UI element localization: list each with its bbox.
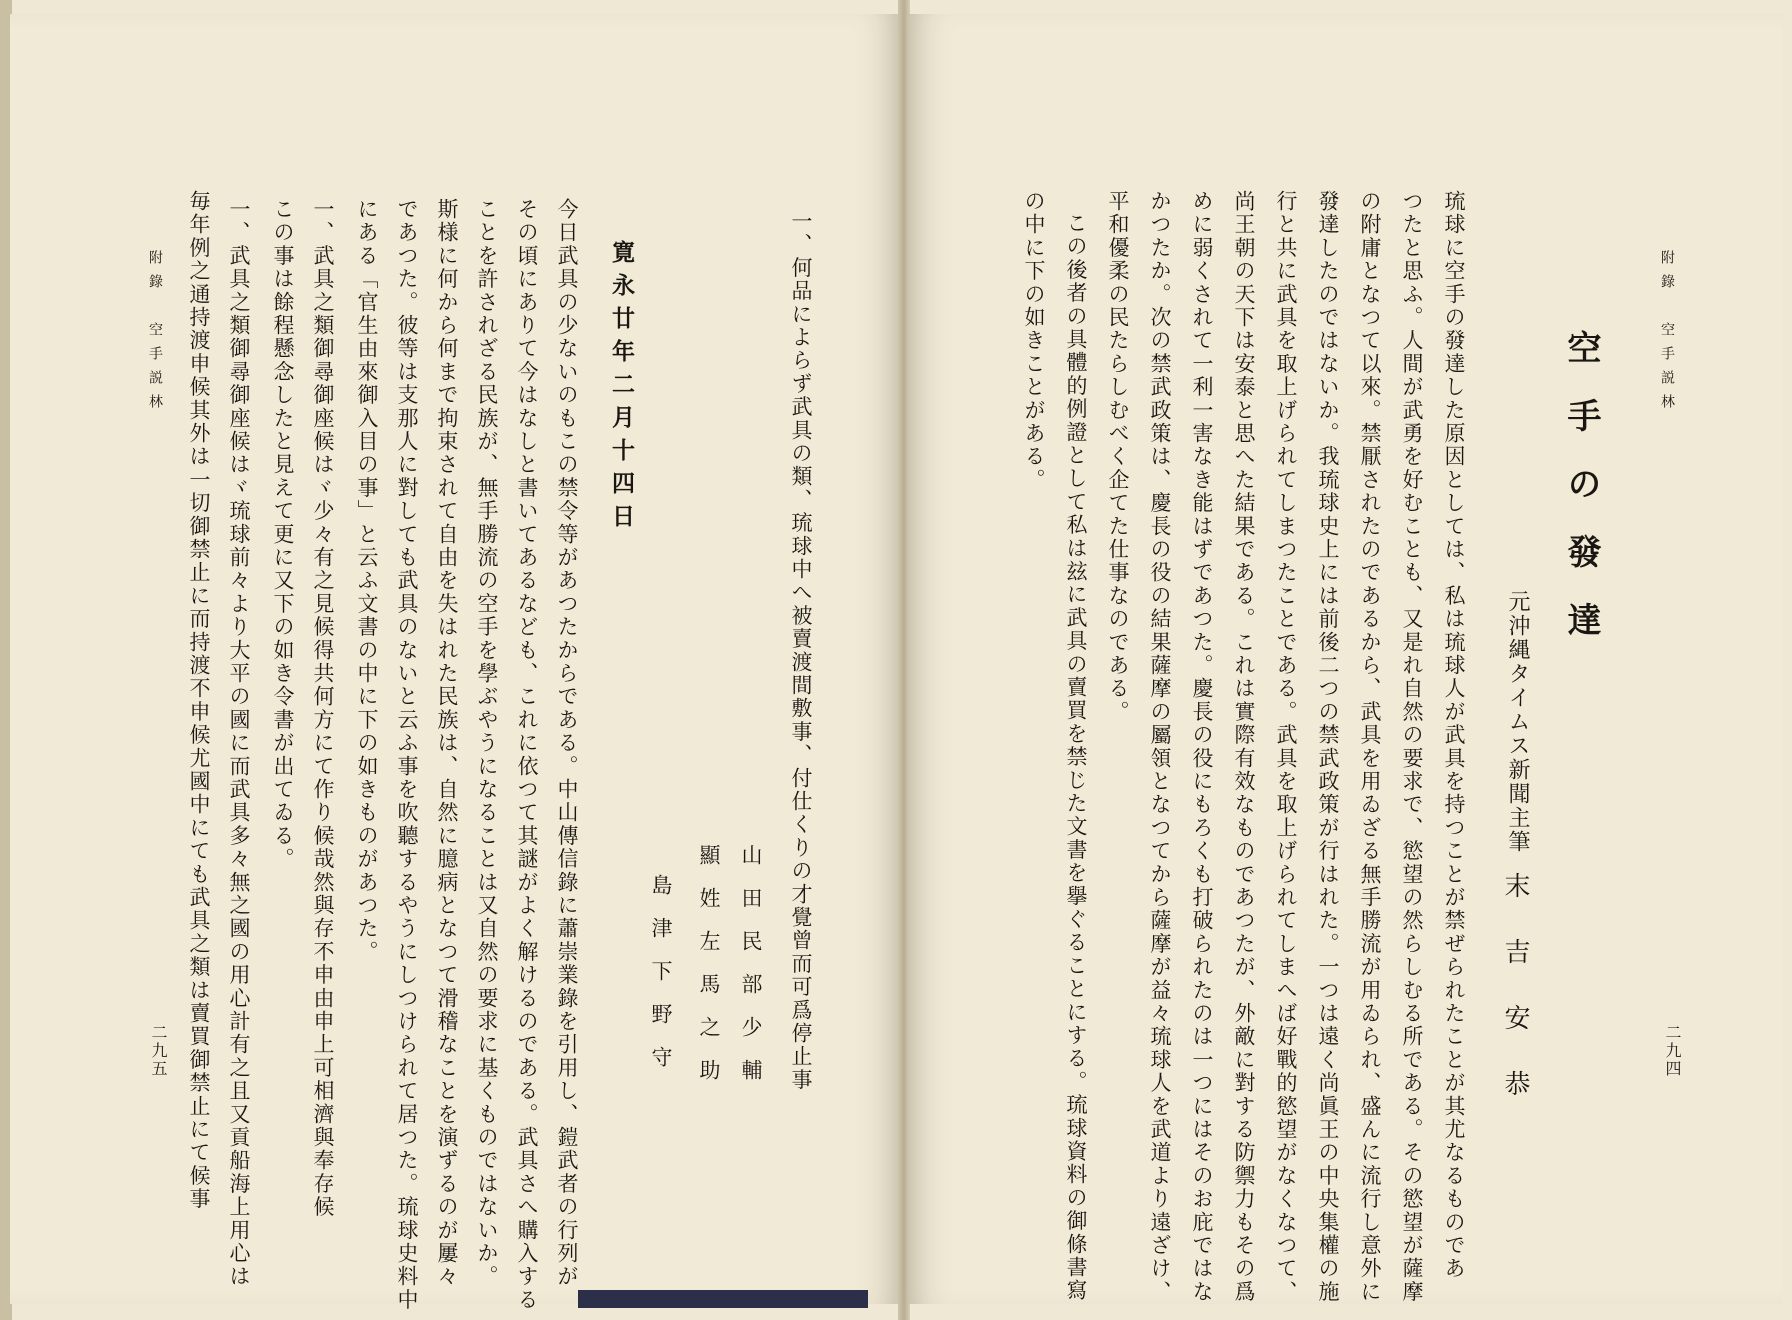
body-column: この事は餘程懸念したと見えて更に又下の如き令書が出てゐる。: [271, 198, 295, 871]
page-number: 二九四: [1663, 1024, 1682, 1078]
body-column: その頃にありて今はなしと書いてあるなども、これに依つて其謎がよく解けるのである。武具さへ購入する: [515, 198, 539, 1312]
page-number: 二九五: [149, 1024, 168, 1078]
right-page: [908, 14, 1782, 1304]
body-column: 一、武具之類御尋御座候はヾ少々有之見候得共何方にて作り候哉然與存不申由申上可相濟與奉存候: [311, 198, 335, 1219]
signatory: 顯姓左馬之助: [697, 844, 721, 1102]
author-title: 元沖縄タイムス新聞主筆: [1505, 590, 1530, 854]
body-column: 琉球に空手の發達した原因としては、私は琉球人が武具を持つことが禁ぜられたことが其尤なるものであ: [1442, 190, 1466, 1281]
body-column: 今日武具の少ないのもこの禁令等があつたからである。中山傳信錄に蕭崇業錄を引用し、鎧武者の行列が: [555, 198, 579, 1289]
article-title: 空手の發達: [1561, 330, 1601, 670]
body-column: めに弱くされて一利一害なき能はずであつた。慶長の役にもろくも打破られたのは一つにはそのお庇ではな: [1190, 190, 1214, 1304]
body-column: 斯様に何から何まで拘束されて自由を失はれた民族は、自然に臆病となつて滑稽なことを演ずるのが屢々: [435, 198, 459, 1289]
signatory: 島津下野守: [649, 874, 673, 1089]
body-column: 發達したのではないか。我琉球史上には前後二つの禁武政策が行はれた。一つは遠く尚眞王の中央集權の施: [1316, 190, 1340, 1304]
article-heading: 一、何品によらず武具の類、琉球中へ被賣渡間敷事、付仕くりの才覺曾而可爲停止事: [789, 210, 813, 1092]
running-head: 附錄 空手説林: [147, 250, 163, 418]
body-column: 尚王朝の天下は安泰と思へた結果である。これは實際有效なものであつたが、外敵に對する防禦力もその爲: [1232, 190, 1256, 1304]
body-column: 毎年例之通持渡申候其外は一切御禁止に而持渡不申候尤國中にても武具之類は賣買御禁止にて候事: [187, 190, 211, 1211]
binding-tape: [578, 1290, 868, 1308]
body-column: にある「官生由來御入目の事」と云ふ文書の中に下の如きものがあつた。: [355, 198, 379, 964]
date: 寛永廿年二月十四日: [608, 240, 635, 537]
left-page: [10, 14, 900, 1312]
body-column: 平和優柔の民たらしむべく企てた仕事なのである。: [1106, 190, 1130, 724]
signatory: 山田民部少輔: [739, 844, 763, 1102]
body-column: 行と共に武具を取上げられてしまつたことである。武具を取上げられてしまへば好戰的慾望がなくなつて、: [1274, 190, 1298, 1304]
body-column: かつたか。次の禁武政策は、慶長の役の結果薩摩の屬領となつてから薩摩が益々琉球人を武道より遠ざけ、: [1148, 190, 1172, 1304]
body-column: ことを許されざる民族が、無手勝流の空手を學ぶやうになることは又自然の要求に基くものではないか。: [475, 198, 499, 1289]
body-column: の附庸となつて以來。禁厭されたのであるから、武具を用ゐざる無手勝流が用ゐられ、盛んに流行し意外に: [1358, 190, 1382, 1304]
body-column: つたと思ふ。人間が武勇を好むことも、又是れ自然の要求で、慾望の然らしむる所である。その慾望が薩摩: [1400, 190, 1424, 1304]
running-head: 附錄 空手説林: [1659, 250, 1675, 418]
body-column: の中に下の如きことがある。: [1022, 190, 1046, 492]
body-column: この後者の具體的例證として私は玆に武具の賣買を禁じた文書を擧ぐることにする。琉球資料の御條書寫: [1064, 212, 1088, 1303]
body-column: 一、武具之類御尋御座候はヾ琉球前々より大平の國に而武具多々無之國の用心計有之且又貢船海上用心は: [227, 198, 251, 1289]
body-column: であつた。彼等は支那人に對しても武具のないと云ふ事を吹聽するやうにしつけられて居つた。琉球史料中: [395, 198, 419, 1312]
author-name: 末吉安恭: [1500, 872, 1530, 1136]
